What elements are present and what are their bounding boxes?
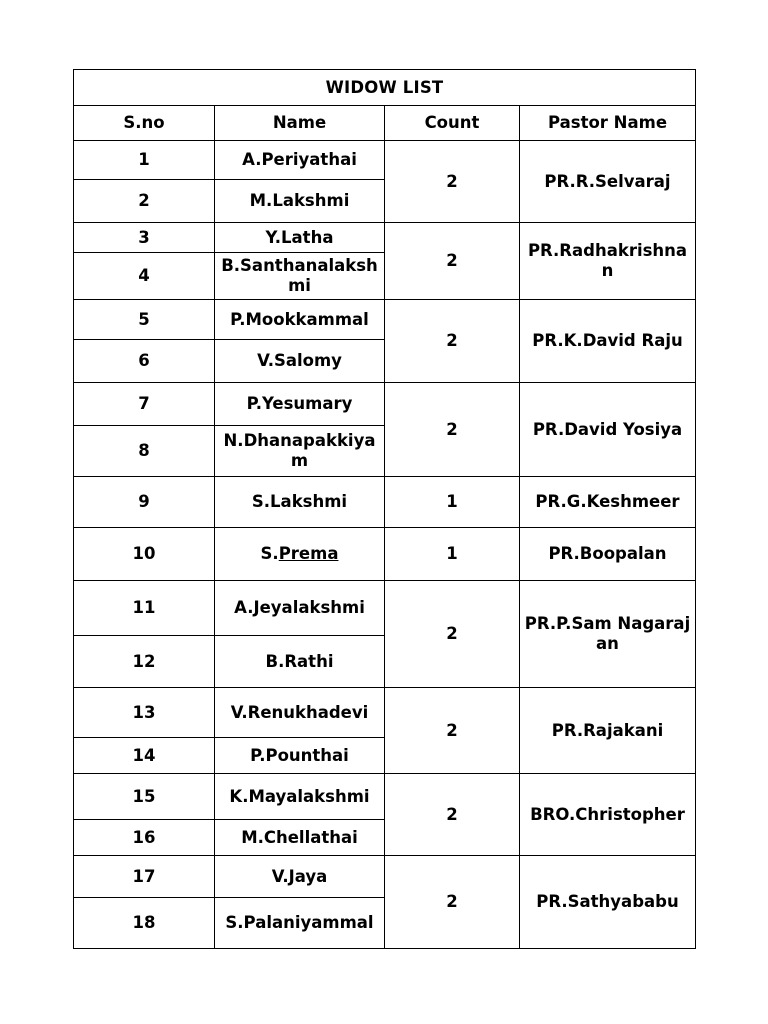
sno-cell: 12 — [74, 636, 215, 688]
name-cell: V.Salomy — [215, 340, 385, 383]
sno-cell: 3 — [74, 223, 215, 253]
pastor-cell: PR.R.Selvaraj — [520, 141, 696, 223]
header-pastor-name: Pastor Name — [520, 106, 696, 141]
table-row — [74, 688, 696, 738]
name-cell: A.Periyathai — [215, 141, 385, 180]
name-cell: S.Palaniyammal — [215, 898, 385, 949]
sno-cell: 1 — [74, 141, 215, 180]
name-cell: P.Yesumary — [215, 383, 385, 426]
pastor-cell: PR.Radhakrishnan — [520, 223, 696, 300]
name-cell: Y.Latha — [215, 223, 385, 253]
name-underlined: Prema — [278, 544, 339, 563]
header-count: Count — [385, 106, 520, 141]
name-cell: B.Santhanalakshmi — [215, 253, 385, 300]
sno-cell: 7 — [74, 383, 215, 426]
count-cell: 2 — [385, 774, 520, 856]
table-row — [74, 528, 696, 581]
sno-cell: 14 — [74, 738, 215, 774]
sno-cell: 18 — [74, 898, 215, 949]
count-cell: 2 — [385, 300, 520, 383]
sno-cell: 10 — [74, 528, 215, 581]
table-row — [74, 223, 696, 253]
name-cell: M.Lakshmi — [215, 180, 385, 223]
name-cell: M.Chellathai — [215, 820, 385, 856]
widow-list-table — [73, 69, 696, 949]
header-name: Name — [215, 106, 385, 141]
header-sno: S.no — [74, 106, 215, 141]
sno-cell: 6 — [74, 340, 215, 383]
name-cell: N.Dhanapakkiyam — [215, 426, 385, 477]
count-cell: 2 — [385, 688, 520, 774]
name-prefix: S. — [260, 544, 279, 563]
pastor-cell: PR.Boopalan — [520, 528, 696, 581]
pastor-cell: PR.P.Sam Nagarajan — [520, 581, 696, 688]
name-cell — [215, 528, 385, 581]
pastor-cell: PR.David Yosiya — [520, 383, 696, 477]
title-row — [74, 70, 696, 106]
table-row — [74, 581, 696, 636]
sno-cell: 13 — [74, 688, 215, 738]
name-cell: A.Jeyalakshmi — [215, 581, 385, 636]
sno-cell: 11 — [74, 581, 215, 636]
count-cell: 2 — [385, 581, 520, 688]
count-cell: 2 — [385, 383, 520, 477]
header-row — [74, 106, 696, 141]
pastor-cell: PR.Sathyababu — [520, 856, 696, 949]
name-cell: P.Mookkammal — [215, 300, 385, 340]
table-row — [74, 141, 696, 180]
name-cell: S.Lakshmi — [215, 477, 385, 528]
sno-cell: 17 — [74, 856, 215, 898]
pastor-cell: PR.Rajakani — [520, 688, 696, 774]
sno-cell: 8 — [74, 426, 215, 477]
name-cell: V.Jaya — [215, 856, 385, 898]
name-cell: B.Rathi — [215, 636, 385, 688]
sno-cell: 4 — [74, 253, 215, 300]
table-row — [74, 477, 696, 528]
sno-cell: 16 — [74, 820, 215, 856]
sno-cell: 5 — [74, 300, 215, 340]
pastor-cell: PR.G.Keshmeer — [520, 477, 696, 528]
table-title: WIDOW LIST — [74, 70, 696, 106]
count-cell: 2 — [385, 223, 520, 300]
table-row — [74, 774, 696, 820]
table-row — [74, 383, 696, 426]
name-cell: K.Mayalakshmi — [215, 774, 385, 820]
sno-cell: 9 — [74, 477, 215, 528]
count-cell: 1 — [385, 528, 520, 581]
pastor-cell: PR.K.David Raju — [520, 300, 696, 383]
name-cell: V.Renukhadevi — [215, 688, 385, 738]
sno-cell: 2 — [74, 180, 215, 223]
count-cell: 1 — [385, 477, 520, 528]
count-cell: 2 — [385, 856, 520, 949]
name-cell: P.Pounthai — [215, 738, 385, 774]
pastor-cell: BRO.Christopher — [520, 774, 696, 856]
table-row — [74, 856, 696, 898]
sno-cell: 15 — [74, 774, 215, 820]
count-cell: 2 — [385, 141, 520, 223]
table-row — [74, 300, 696, 340]
